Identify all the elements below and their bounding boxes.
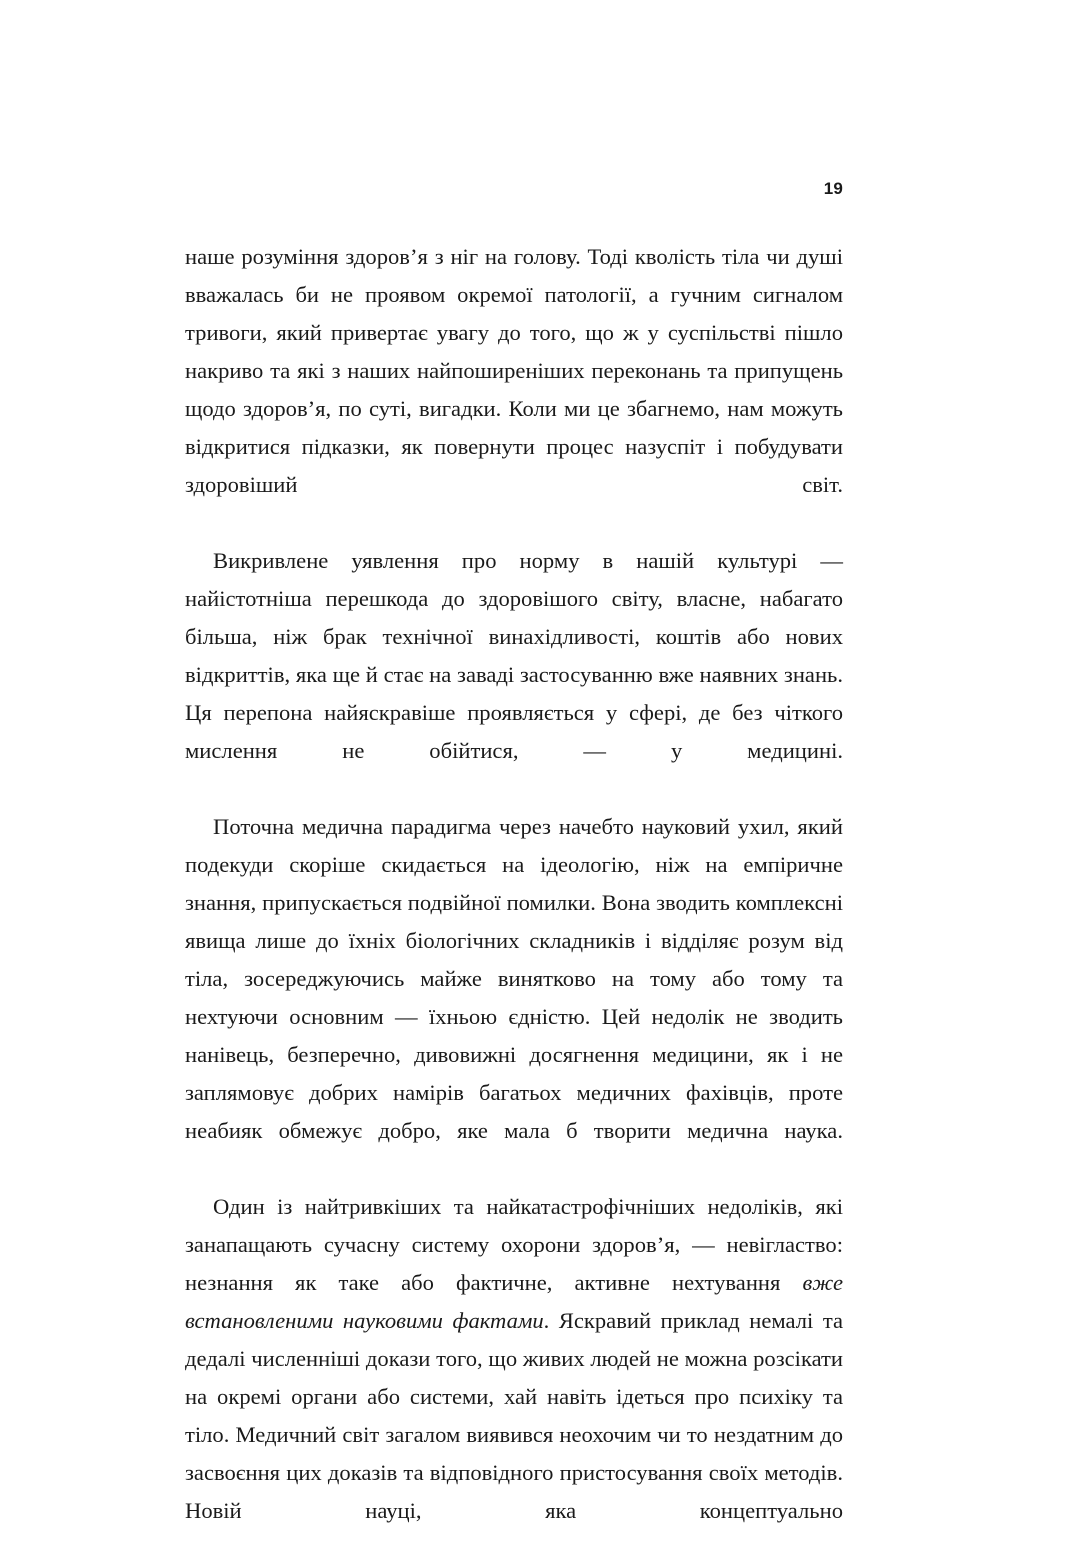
text-run: Один із найтривкіших та найкатастрофічніших недоліків, які занапащають сучасну систему охорони здоров’я, — невігластво: незнання як таке або фактичне, активне нехтування [185,1194,843,1295]
text-run: . Яскравий приклад немалі та дедалі численніші докази того, що живих людей не можна розсікати на окремі органи або системи, хай навіть ідеться про психіку та тіло. Медичний світ загалом виявився неохочим чи то нездатним до засвоєння цих доказів та відповідного пристосування своїх методів. Новій науці, яка концептуально [185,1308,844,1523]
body-text-block [185,238,843,1568]
folio-row [185,180,843,199]
text-run: Поточна медична парадигма через начебто науковий ухил, який подекуди скоріше скидається на ідеологію, ніж на емпіричне знання, припускається подвійної помилки. Вона зводить комплексні явища лише до їхніх біологічних складників і відділяє розум від тіла, зосереджуючись майже винятково на тому або тому та нехтуючи основним — їхньою єдністю. Цей недолік не зводить нанівець, безперечно, дивовижні досягнення медицини, як і не заплямовує добрих намірів багатьох медичних фахівців, проте неабияк обмежує добро, яке мала б творити медична наука. [185,814,843,1143]
paragraph [185,808,843,1188]
text-run: Викривлене уявлення про норму в нашій культурі — найістотніша перешкода до здоровішого світу, власне, набагато більша, ніж брак технічної винахідливості, коштів або нових відкриттів, яка ще й стає на заваді застосуванню вже наявних знань. Ця перепона найяскравіше проявляється у сфері, де без чіткого мислення не обійтися, — у медицині. [185,548,843,763]
paragraph [185,542,843,808]
emphasised-text: вже встановленими науковими фактами [185,1270,843,1333]
page-number: 19 [823,179,843,198]
paragraph [185,238,843,542]
paragraph [185,1188,843,1568]
text-run: наше розуміння здоров’я з ніг на голову. Тоді кволість тіла чи душі вважалась би не проявом окремої патології, а гучним сигналом тривоги, який привертає увагу до того, що ж у суспільстві пішло накриво та які з наших найпоширеніших переконань та припущень щодо здоров’я, по суті, вигадки. Коли ми це збагнемо, нам можуть відкритися підказки, як повернути процес назуспіт і побудувати здоровіший світ. [185,244,843,497]
